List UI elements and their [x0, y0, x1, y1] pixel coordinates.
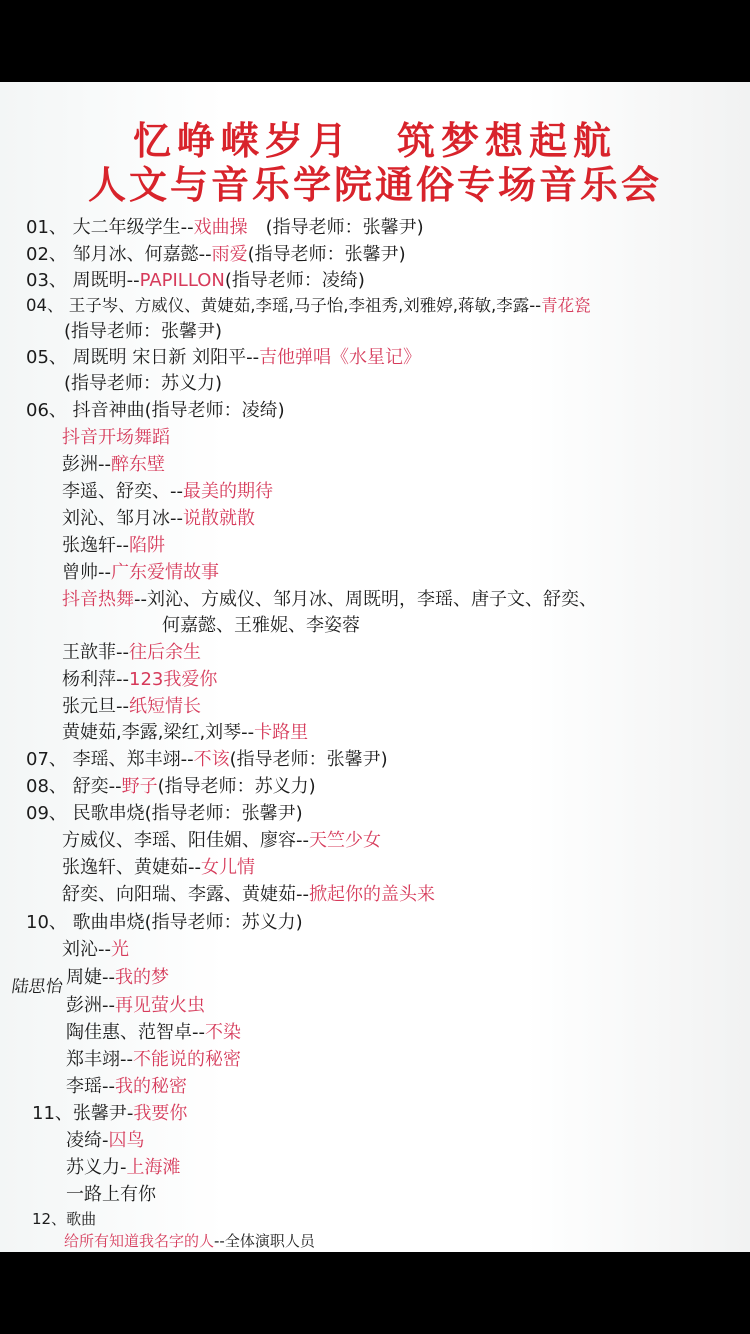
- program-item-04: 04、 王子岑、方威仪、黄婕茹,李瑶,马子怡,李祖秀,刘雅婷,蒋敏,李露--青花瓷: [26, 296, 591, 315]
- program-item-03: 03、 周既明--PAPILLON(指导老师：凌绮): [26, 270, 365, 291]
- program-item-09-2: 张逸轩、黄婕茹--女儿情: [62, 857, 255, 878]
- program-item-10-3: 彭洲--再见萤火虫: [66, 995, 205, 1016]
- program-item-02: 02、 邹月冰、何嘉懿--雨爱(指导老师：张馨尹): [26, 244, 406, 265]
- program-item-12: 12、歌曲: [32, 1210, 97, 1228]
- title-line-2: 人文与音乐学院通俗专场音乐会: [87, 163, 662, 207]
- program-item-06-4: 刘沁、邹月冰--说散就散: [62, 508, 255, 529]
- program-item-06-7-cont: 何嘉懿、王雅妮、李姿蓉: [162, 615, 360, 636]
- program-item-06-1: 抖音开场舞蹈: [62, 427, 170, 448]
- program-item-04-teacher: (指导老师：张馨尹): [64, 321, 223, 342]
- program-item-06-5: 张逸轩--陷阱: [62, 535, 165, 556]
- program-item-01: 01、 大二年级学生--戏曲操 (指导老师：张馨尹): [26, 217, 424, 238]
- program-item-12-1: 给所有知道我名字的人--全体演职人员: [64, 1232, 315, 1250]
- program-item-10-5: 郑丰翊--不能说的秘密: [66, 1049, 241, 1070]
- program-item-06-11: 黄婕茹,李露,梁红,刘琴--卡路里: [62, 722, 309, 743]
- program-item-11: 11、张馨尹-我要你: [32, 1103, 188, 1124]
- program-item-06-2: 彭洲--醉东壁: [62, 454, 165, 475]
- program-item-06: 06、 抖音神曲(指导老师：凌绮): [26, 400, 285, 421]
- program-item-08: 08、 舒奕--野子(指导老师：苏义力): [26, 776, 316, 797]
- program-item-06-10: 张元旦--纸短情长: [62, 696, 201, 717]
- program-item-06-7: 抖音热舞--刘沁、方威仪、邹月冰、周既明，李瑶、唐子文、舒奕、: [62, 589, 597, 610]
- program-item-10-2: 周婕--我的梦: [66, 967, 169, 988]
- program-sheet: [0, 82, 750, 1252]
- program-item-09-1: 方威仪、李瑶、阳佳媚、廖容--天竺少女: [62, 830, 381, 851]
- bottom-bar-area: [0, 1252, 750, 1334]
- program-item-05: 05、 周既明 宋日新 刘阳平--吉他弹唱《水星记》: [26, 347, 422, 368]
- program-item-11-2: 苏义力-上海滩: [66, 1157, 181, 1178]
- program-item-11-3: 一路上有你: [66, 1184, 156, 1205]
- program-item-05-teacher: (指导老师：苏义力): [64, 373, 223, 394]
- program-item-10-4: 陶佳惠、范智卓--不染: [66, 1022, 241, 1043]
- program-item-06-8: 王歆菲--往后余生: [62, 642, 201, 663]
- program-item-10-1: 刘沁--光: [62, 939, 129, 960]
- program-item-11-1: 凌绮-囚鸟: [66, 1130, 145, 1151]
- program-item-06-3: 李遥、舒奕、--最美的期待: [62, 481, 273, 502]
- status-bar-area: [0, 0, 750, 82]
- program-item-07: 07、 李瑶、郑丰翊--不该(指导老师：张馨尹): [26, 749, 388, 770]
- program-item-10-6: 李瑶--我的秘密: [66, 1076, 187, 1097]
- program-item-06-6: 曾帅--广东爱情故事: [62, 562, 219, 583]
- program-item-06-9: 杨利萍--123我爱你: [62, 669, 218, 690]
- title-line-1: 忆峥嵘岁月 筑梦想起航: [132, 119, 617, 163]
- program-item-09-3: 舒奕、向阳瑞、李露、黄婕茹--掀起你的盖头来: [62, 884, 435, 905]
- handwritten-name: 陆思怡: [10, 977, 65, 997]
- program-item-09: 09、 民歌串烧(指导老师：张馨尹): [26, 803, 303, 824]
- program-item-10: 10、 歌曲串烧(指导老师：苏义力): [26, 912, 303, 933]
